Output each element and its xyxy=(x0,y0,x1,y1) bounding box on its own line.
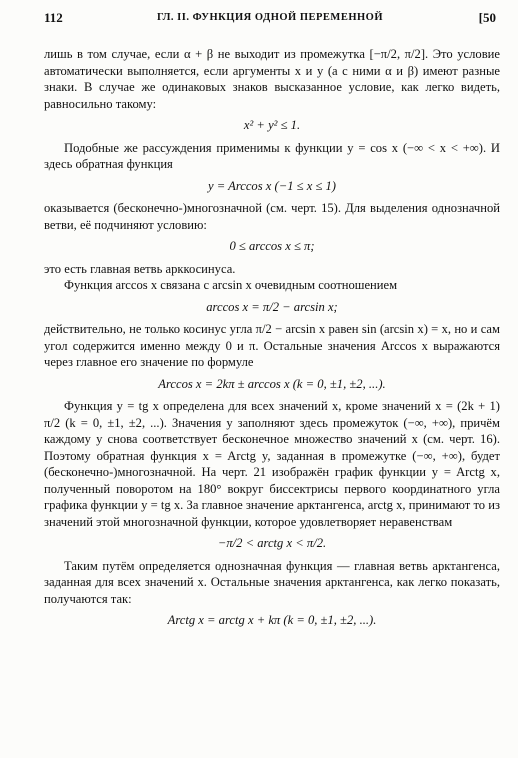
page-body xyxy=(44,46,500,635)
paragraph: Функция y = tg x определена для всех значений x, кроме значений x = (2k + 1) π/2 (k = 0, ±1, ±2, ...). Значения y заполняют здесь промежуток (−∞, +∞), причём каждому y снова соответствует бесконечное множество значений x (см. черт. 16). Поэтому обратная функция x = Arctg y, заданная в промежутке (−∞, +∞), будет (бесконечно-)многозначной. На черт. 21 изображён график функции y = Arctg x, полученный поворотом на 180° вокруг биссектрисы первого координатного угла графика функции y = tg x. За главное значение арктангенса, arctg x, принимают то из значений этой многозначной функции, которое удовлетворяет неравенствам xyxy=(44,399,500,529)
formula: −π/2 < arctg x < π/2. xyxy=(217,536,327,550)
running-title: ГЛ. II. ФУНКЦИЯ ОДНОЙ ПЕРЕМЕННОЙ xyxy=(156,12,383,23)
formula: x² + y² ≤ 1. xyxy=(243,118,301,132)
paragraph: это есть главная ветвь арккосинуса. xyxy=(44,261,236,276)
formula: Arccos x = 2kπ ± arccos x (k = 0, ±1, ±2, ...). xyxy=(158,376,386,391)
page-number: 112 xyxy=(44,10,63,25)
formula: Arctg x = arctg x + kπ (k = 0, ±1, ±2, ...). xyxy=(167,613,377,627)
paragraph: оказывается (бесконечно-)многозначной (см. черт. 15). Для выделения однозначной ветви, её подчиняют условию: xyxy=(44,201,500,232)
formula: arccos x = π/2 − arcsin x; xyxy=(206,299,338,314)
page-header xyxy=(44,10,496,28)
paragraph: Таким путём определяется однозначная функция — главная ветвь арктангенса, заданная для всех значений x. Остальные значения арктангенса, как легко показать, получаются так: xyxy=(44,558,500,606)
formula: y = Arccos x (−1 ≤ x ≤ 1) xyxy=(207,178,337,193)
paragraph: Функция arccos x связана с arcsin x очевидным соотношением xyxy=(64,278,398,292)
paragraph: действительно, не только косинус угла π/2 − arcsin x равен sin (arcsin x) = x, но и сам угол содержится именно между 0 и π. Остальные значения Arccos x выражаются через главное его значение по формуле xyxy=(44,322,500,369)
paragraph: Подобные же рассуждения применимы к функции y = cos x (−∞ < x < +∞). И здесь обратная функция xyxy=(44,140,500,171)
section-mark: [50 xyxy=(478,10,496,25)
paragraph: лишь в том случае, если α + β не выходит из промежутка [−π/2, π/2]. Это условие автоматически выполняется, если аргументы x и y (а с ними α и β) имеют разные знаки. В случае же одинаковых знаков высказанное условие, как легко видеть, равносильно такому: xyxy=(44,47,500,111)
formula: 0 ≤ arccos x ≤ π; xyxy=(229,239,315,253)
